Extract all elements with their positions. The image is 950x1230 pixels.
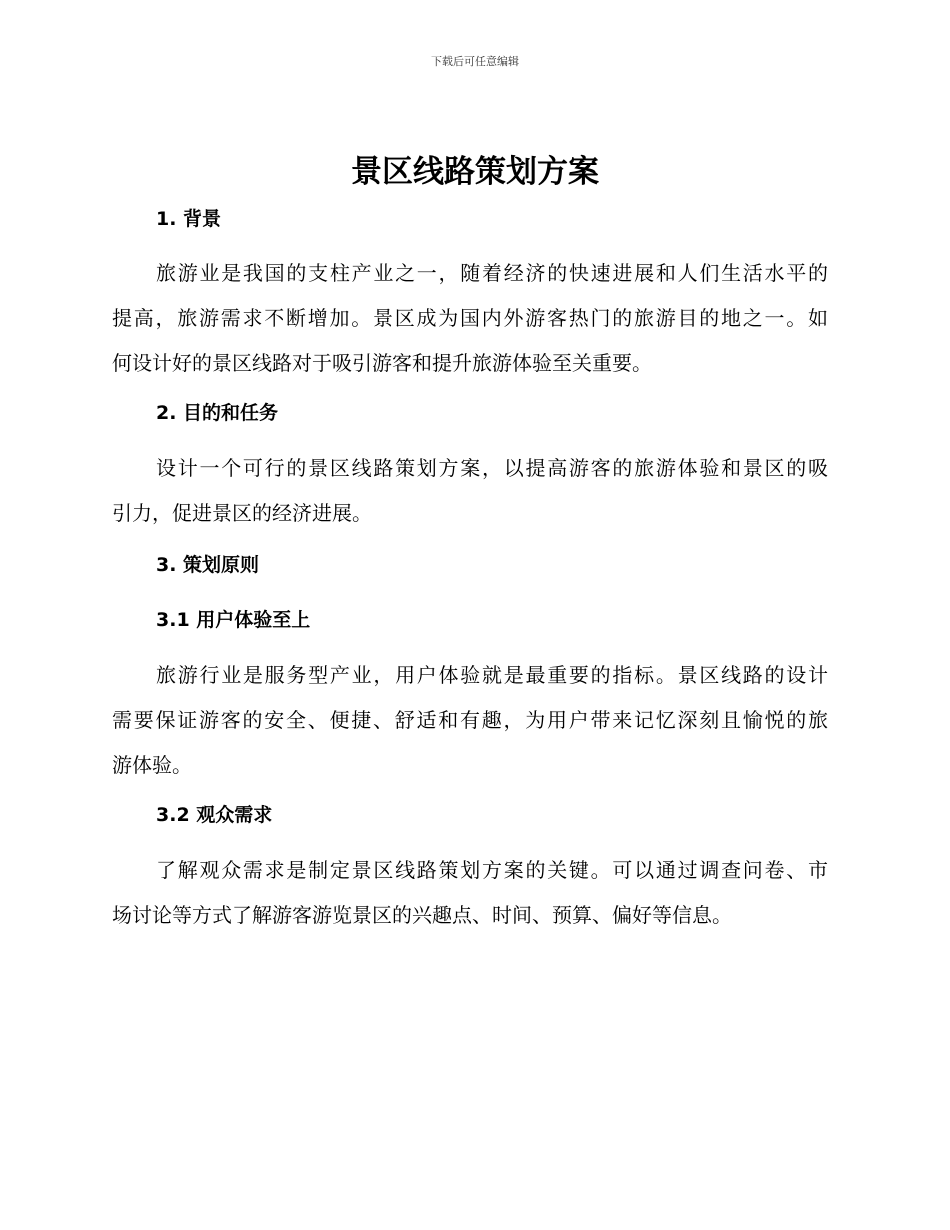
section-heading-purpose: 2. 目的和任务 [156,402,279,424]
section-heading-principles: 3. 策划原则 [156,554,260,576]
paragraph-line: 场讨论等方式了解游客游览景区的兴趣点、时间、预算、偏好等信息。 [112,903,732,927]
header-note: 下载后可任意编辑 [431,55,519,68]
paragraph-line: 了解观众需求是制定景区线路策划方案的关键。可以通过调查问卷、市 [156,858,828,882]
paragraph-purpose [112,446,828,536]
paragraph-line: 需要保证游客的安全、便捷、舒适和有趣，为用户带来记忆深刻且愉悦的旅 [112,708,828,732]
paragraph-user-experience [112,653,828,788]
section-heading-audience-needs: 3.2 观众需求 [156,804,273,826]
paragraph-line: 旅游业是我国的支柱产业之一，随着经济的快速进展和人们生活水平的 [156,261,828,285]
section-heading-background: 1. 背景 [156,208,222,230]
paragraph-line: 提高，旅游需求不断增加。景区成为国内外游客热门的旅游目的地之一。如 [112,306,828,330]
document-title: 景区线路策划方案 [351,154,599,190]
paragraph-line: 游体验。 [112,753,192,777]
paragraph-line: 何设计好的景区线路对于吸引游客和提升旅游体验至关重要。 [112,351,652,375]
paragraph-audience-needs [112,848,828,938]
section-heading-user-experience: 3.1 用户体验至上 [156,609,311,631]
paragraph-line: 引力，促进景区的经济进展。 [112,501,372,525]
paragraph-background [112,251,828,386]
paragraph-line: 设计一个可行的景区线路策划方案，以提高游客的旅游体验和景区的吸 [156,456,828,480]
paragraph-line: 旅游行业是服务型产业，用户体验就是最重要的指标。景区线路的设计 [156,663,828,687]
